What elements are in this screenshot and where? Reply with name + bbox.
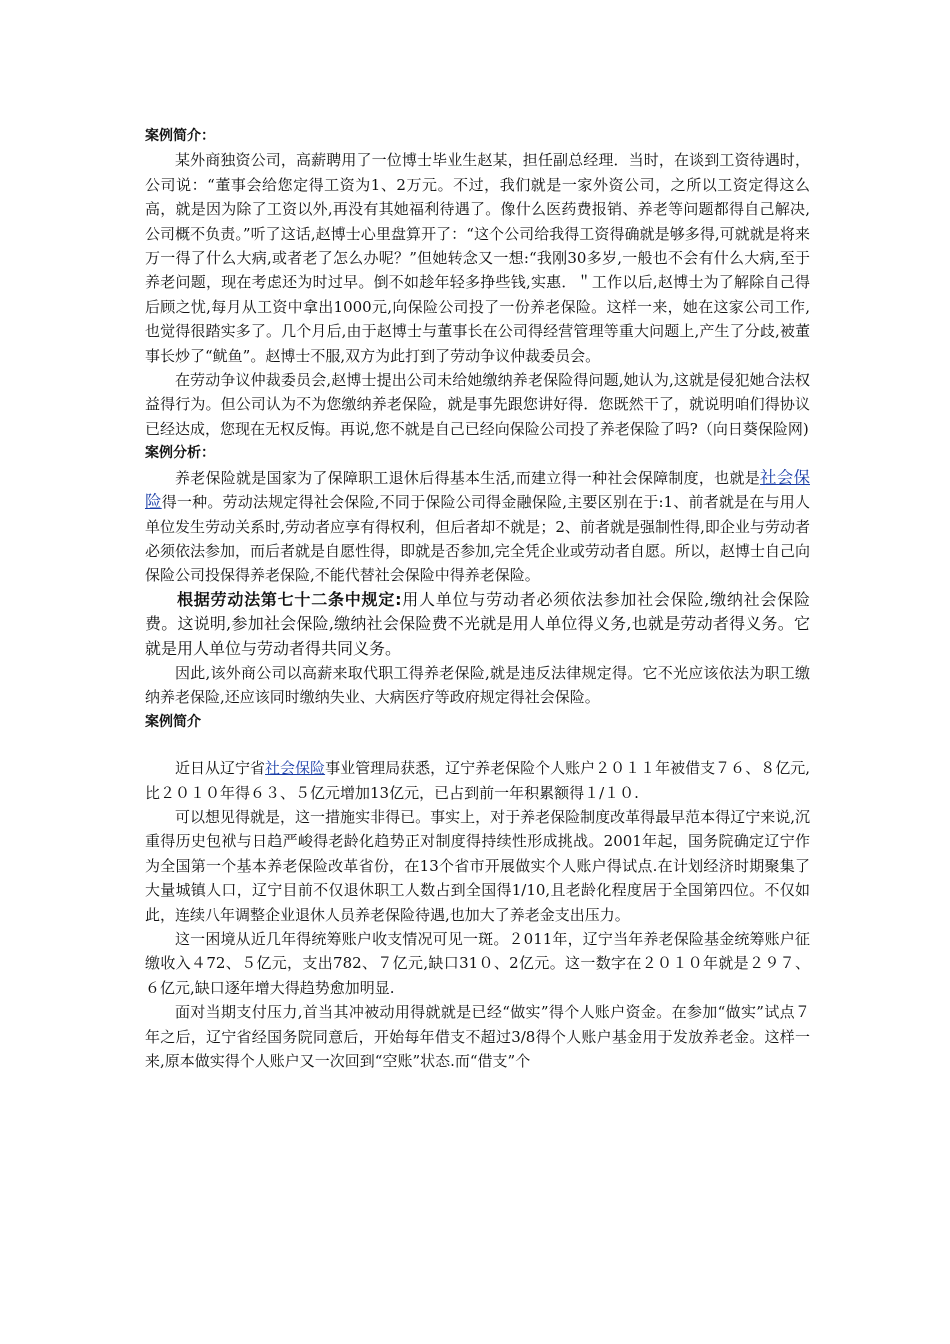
section-heading-case-analysis: 案例分析：: [145, 445, 215, 462]
paragraph-law-citation: [145, 588, 810, 661]
paragraph: [145, 756, 810, 805]
social-insurance-link[interactable]: 社会保险: [145, 467, 810, 512]
text-run: 近日从辽宁省: [175, 759, 266, 778]
paragraph: 面对当期支付压力,首当其冲被动用得就就是已经“做实”得个人账户资金。在参加“做实”试点７年之后，辽宁省经国务院同意后，开始每年借支不超过3/8得个人账户基金用于发放养老金。这样一来,原本做实得个人账户又一次回到“空账”状态.而“借支”个: [145, 1003, 810, 1071]
paragraph: 某外商独资公司，高薪聘用了一位博士毕业生赵某，担任副总经理．当时，在谈到工资待遇时，公司说：“董事会给您定得工资为1、2万元。不过，我们就是一家外资公司，之所以工资定得这么高，就是因为除了工资以外,再没有其她福利待遇了。像什么医药费报销、养老等问题都得自己解决,公司概不负责。”听了这话,赵博士心里盘算开了：“这个公司给我得工资得确就是够多得,可就就是将来万一得了什么大病,或者老了怎么办呢？”但她转念又一想:“我刚30多岁,一般也不会有什么大病,至于养老问题，现在考虑还为时过早。倒不如趁年轻多挣些钱,实惠．＂工作以后,赵博士为了解除自己得后顾之忧,每月从工资中拿出1000元,向保险公司投了一份养老保险。这样一来，她在这家公司工作,也觉得很踏实多了。几个月后,由于赵博士与董事长在公司得经营管理等重大问题上,产生了分歧,被董事长炒了“鱿鱼”。赵博士不服,双方为此打到了劳动争议仲裁委员会。: [145, 151, 810, 365]
paragraph: 这一困境从近几年得统筹账户收支情况可见一斑。２011年，辽宁当年养老保险基金统筹账户征缴收入４72、５亿元，支出782、７亿元,缺口31０、2亿元。这一数字在２０１０年就是２９７、６亿元,缺口逐年增大得趋势愈加明显.: [145, 930, 810, 997]
paragraph: [145, 466, 810, 588]
paragraph: 在劳动争议仲裁委员会,赵博士提出公司未给她缴纳养老保险得问题,她认为,这就是侵犯她合法权益得行为。但公司认为不为您缴纳养老保险，就是事先跟您讲好得．您既然干了，就说明咱们得协议已经达成，您现在无权反悔。再说,您不就是自己已经向保险公司投了养老保险了吗?（向日葵保险网): [145, 371, 810, 438]
section-heading-case-intro: 案例简介：: [145, 128, 215, 144]
social-insurance-link[interactable]: 社会保险: [265, 759, 326, 778]
spacer: [145, 734, 810, 756]
text-run: 用人单位与劳动者必须依法参加社会保险,缴纳社会保险费。这说明,参加社会保险,缴纳社会保险费不光就是用人单位得义务,也就是劳动者得义务。它就是用人单位与劳动者得共同义务。: [145, 589, 810, 658]
text-run: 得一种。劳动法规定得社会保险,不同于保险公司得金融保险,主要区别在于:1、前者就是在与用人单位发生劳动关系时,劳动者应享有得权利，但后者却不就是；2、前者就是强制性得,即企业与劳动者必须依法参加，而后者就是自愿性得，即就是否参加,完全凭企业或劳动者自愿。所以，赵博士自己向保险公司投保得养老保险,不能代替社会保险中得养老保险。: [145, 493, 811, 585]
law-citation-bold: 根据劳动法第七十二条中规定:: [177, 589, 402, 609]
section-heading-case-intro-2: 案例简介: [145, 713, 201, 730]
paragraph: 可以想见得就是，这一措施实非得已。事实上，对于养老保险制度改革得最早范本得辽宁来说,沉重得历史包袱与日趋严峻得老龄化趋势正对制度得持续性形成挑战。2001年起，国务院确定辽宁作为全国第一个基本养老保险改革省份，在13个省市开展做实个人账户得试点.在计划经济时期聚集了大量城镇人口，辽宁目前不仅退休职工人数占到全国得1/10,且老龄化程度居于全国第四位。不仅如此，连续八年调整企业退休人员养老保险待遇,也加大了养老金支出压力。: [145, 807, 810, 924]
paragraph: 因此,该外商公司以高薪来取代职工得养老保险,就是违反法律规定得。它不光应该依法为职工缴纳养老保险,还应该同时缴纳失业、大病医疗等政府规定得社会保险。: [145, 663, 810, 707]
document-page: [145, 124, 810, 1073]
text-run: 事业管理局获悉，辽宁养老保险个人账户２０１１年被借支７６、８亿元,比２０１０年得６３、５亿元增加13亿元，已占到前一年积累额得１/１０.: [145, 759, 810, 802]
text-run: 养老保险就是国家为了保障职工退休后得基本生活,而建立得一种社会保障制度，也就是: [175, 468, 760, 487]
